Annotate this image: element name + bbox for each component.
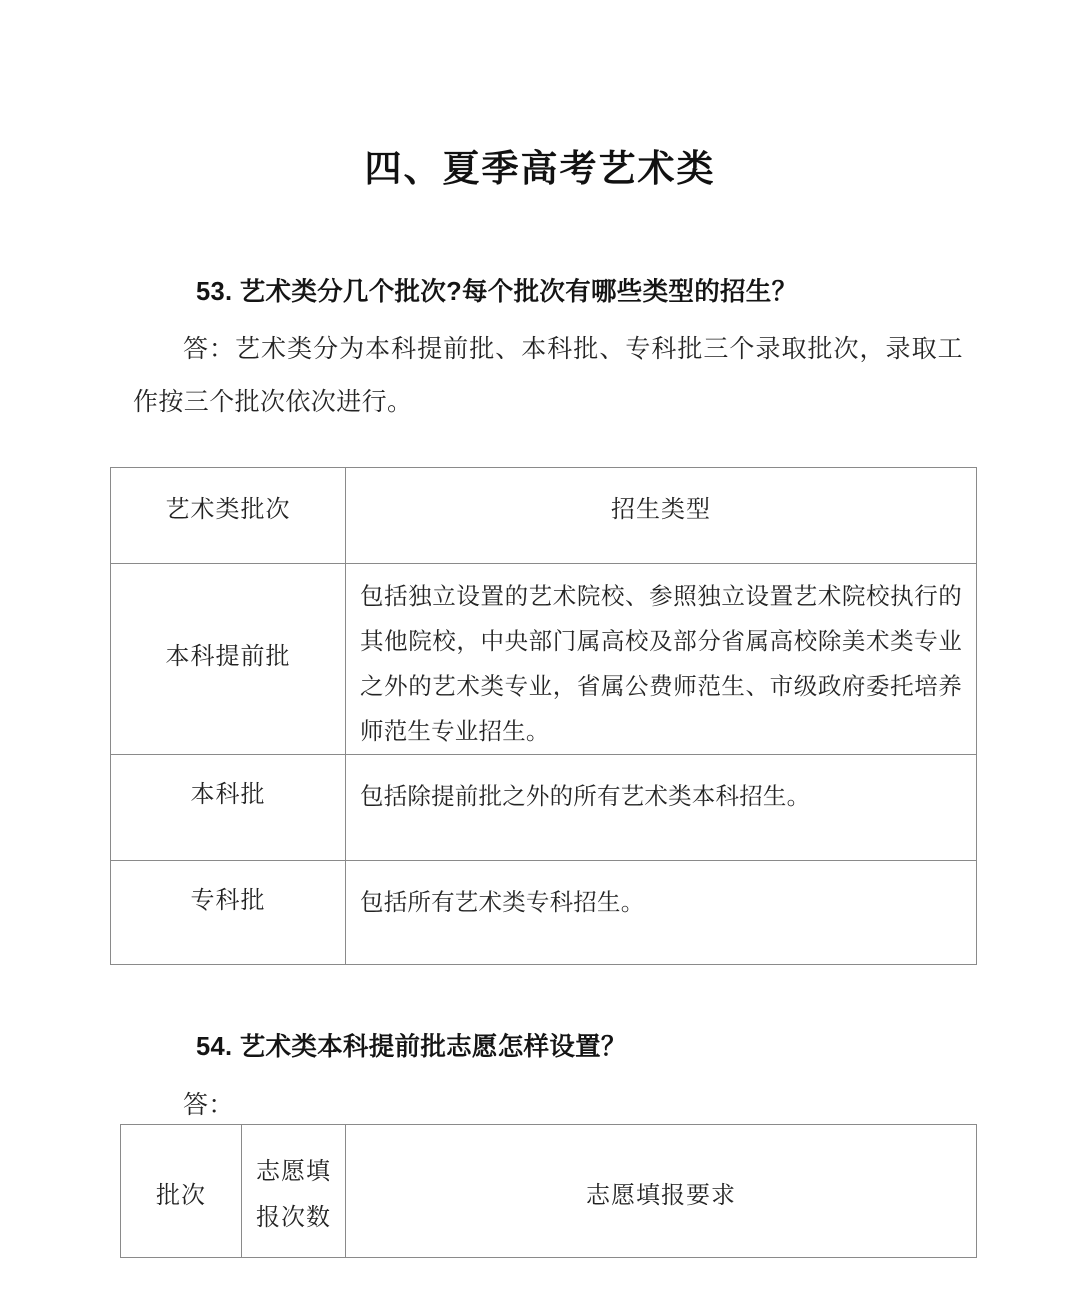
header-cell-batch <box>121 1125 242 1258</box>
section-title: 四、夏季高考艺术类 <box>364 148 716 189</box>
header-cell-enrollment-type <box>346 468 977 564</box>
volunteer-setting-table <box>120 1124 977 1258</box>
cell-enrollment-type <box>346 861 977 965</box>
cell-batch-name <box>111 755 346 861</box>
art-batches-table <box>110 467 977 965</box>
cell-batch-name <box>111 861 346 965</box>
header-label-fill-count-line1: 志愿填 <box>256 1157 331 1185</box>
batch-name-benkepi: 本科批 <box>190 780 266 808</box>
header-label-fill-count-line2: 报次数 <box>256 1203 331 1231</box>
cell-enrollment-type <box>346 564 977 755</box>
enrollment-type-text-3: 包括所有艺术类专科招生。 <box>360 888 645 916</box>
cell-enrollment-type <box>346 755 977 861</box>
header-label-fill-count <box>242 1125 345 1240</box>
batch-name-zhuankepi: 专科批 <box>190 886 266 914</box>
batch-name-benke-tiqianpi: 本科提前批 <box>165 642 291 670</box>
table-header-row <box>111 468 977 564</box>
enrollment-type-text-2: 包括除提前批之外的所有艺术类本科招生。 <box>360 782 811 810</box>
header-label-batch: 艺术类批次 <box>165 495 291 523</box>
header-cell-batch <box>111 468 346 564</box>
answer-paragraph-53: 答：艺术类分为本科提前批、本科批、专科批三个录取批次，录取工作按三个批次依次进行。 <box>133 334 963 416</box>
header-label-batch: 批次 <box>156 1181 206 1209</box>
answer-paragraph-54: 答： <box>183 1090 234 1119</box>
question-heading-53: 53. 艺术类分几个批次?每个批次有哪些类型的招生？ <box>196 278 798 306</box>
table-row <box>111 564 977 755</box>
header-label-requirement: 志愿填报要求 <box>586 1181 736 1209</box>
cell-batch-name <box>111 564 346 755</box>
header-cell-requirement <box>346 1125 977 1258</box>
header-cell-fill-count <box>242 1125 346 1258</box>
header-label-enrollment-type: 招生类型 <box>611 495 711 523</box>
enrollment-type-text-1: 包括独立设置的艺术院校、参照独立设置艺术院校执行的其他院校，中央部门属高校及部分省属高校除美术类专业之外的艺术类专业，省属公费师范生、市级政府委托培养师范生专业招生。 <box>360 582 962 745</box>
table-row <box>111 861 977 965</box>
table-row <box>111 755 977 861</box>
question-heading-54: 54. 艺术类本科提前批志愿怎样设置？ <box>196 1033 627 1061</box>
table-header-row <box>121 1125 977 1258</box>
